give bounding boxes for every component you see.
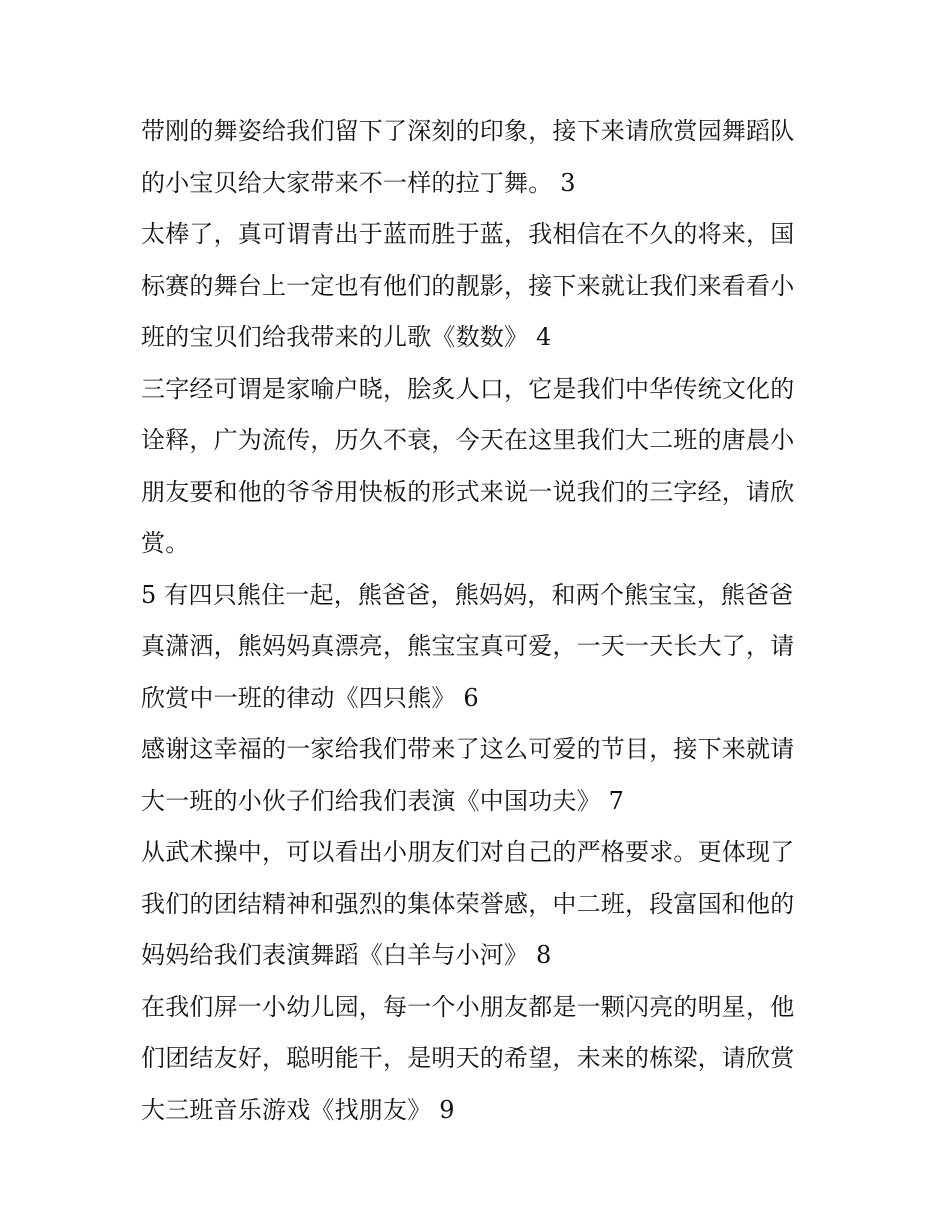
text-line: 5 有四只熊住一起，熊爸爸，熊妈妈，和两个熊宝宝，熊爸爸	[141, 580, 794, 609]
document-body-text	[141, 106, 821, 1136]
text-line: 赏。	[141, 529, 190, 557]
text-line: 感谢这幸福的一家给我们带来了这么可爱的节目，接下来就请	[141, 735, 795, 763]
text-line: 从武术操中，可以看出小朋友们对自己的严格要求。更体现了	[141, 838, 795, 866]
text-line: 欣赏中一班的律动《四只熊》 6	[141, 683, 479, 712]
text-line: 在我们屏一小幼儿园，每一个小朋友都是一颗闪亮的明星，他	[141, 992, 795, 1021]
text-line: 的小宝贝给大家带来不一样的拉丁舞。 3	[141, 168, 576, 197]
text-line: 太棒了，真可谓青出于蓝而胜于蓝，我相信在不久的将来，国	[141, 220, 795, 248]
text-line: 班的宝贝们给我带来的儿歌《数数》 4	[141, 323, 552, 351]
text-line: 带刚的舞姿给我们留下了深刻的印象，接下来请欣赏园舞蹈队	[141, 117, 795, 145]
text-line: 大一班的小伙子们给我们表演《中国功夫》 7	[141, 786, 625, 815]
text-line: 我们的团结精神和强烈的集体荣誉感，中二班，段富国和他的	[141, 889, 795, 918]
text-line: 诠释，广为流传，历久不衰，今天在这里我们大二班的唐晨小	[141, 426, 795, 454]
text-line: 三字经可谓是家喻户晓，脍炙人口，它是我们中华传统文化的	[141, 374, 795, 403]
text-line: 大三班音乐游戏《找朋友》 9	[141, 1095, 455, 1124]
text-line: 朋友要和他的爷爷用快板的形式来说一说我们的三字经，请欣	[141, 477, 795, 506]
text-line: 标赛的舞台上一定也有他们的靓影，接下来就让我们来看看小	[141, 271, 795, 300]
text-line: 真潇洒，熊妈妈真漂亮，熊宝宝真可爱，一天一天长大了，请	[141, 632, 795, 660]
text-line: 妈妈给我们表演舞蹈《白羊与小河》 8	[141, 941, 552, 969]
text-line: 们团结友好，聪明能干，是明天的希望，未来的栋梁，请欣赏	[141, 1044, 795, 1072]
